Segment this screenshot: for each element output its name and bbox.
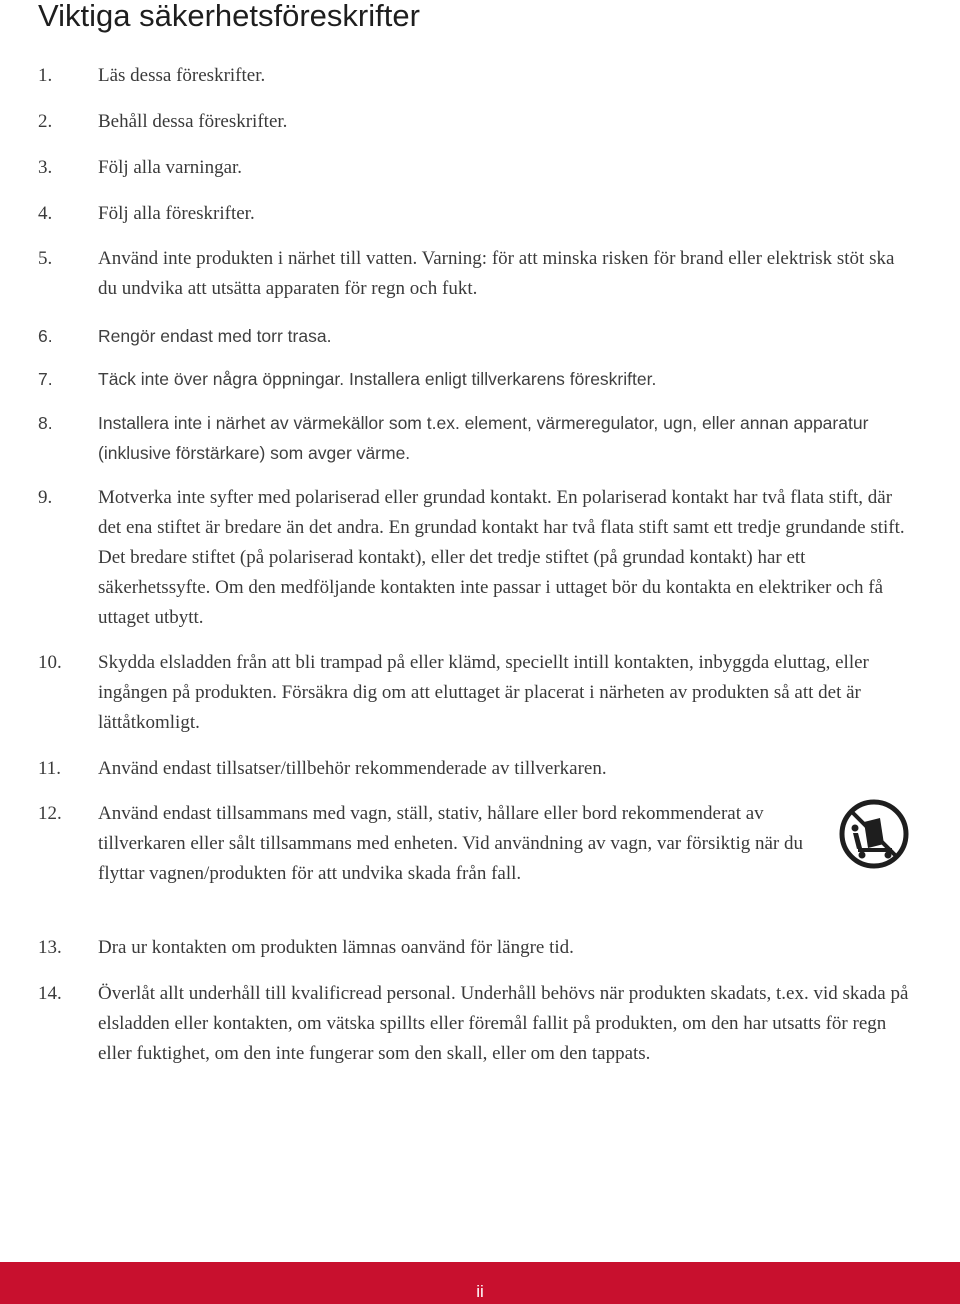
item-text: Följ alla varningar. (98, 157, 243, 178)
item-text: Motverka inte syfter med polariserad eller grundad kontakt. En polariserad kontakt har två flata stift, där det ena stiftet är bredare än det andra. En grundad kontakt har två flata stift samt ett tredje grundande stift. Det bredare stiftet (på polariserad kontakt), eller det tredje stiftet (på grundad kontakt) har ett säkerhetssyfte. Om den medföljande kontakten inte passar i uttaget bör du kontakta en elektriker och få uttaget utbytt. (98, 487, 905, 628)
list-item (38, 153, 918, 183)
cart-tip-over-warning-icon (838, 798, 910, 870)
item-text: Skydda elsladden från att bli trampad på eller klämd, speciellt intill kontakten, inbyggda eluttag, eller ingången på produkten. Försäkra dig om att eluttaget är placerat i närheten av produkten så att det är lättåtkomligt. (98, 652, 869, 733)
list-item (38, 107, 918, 137)
list-item (38, 244, 918, 304)
item-number: 14. (38, 983, 62, 1004)
item-number: 11. (38, 758, 62, 779)
item-text: Dra ur kontakten om produkten lämnas oanvänd för längre tid. (98, 937, 574, 958)
item-text: Läs dessa föreskrifter. (98, 65, 266, 86)
item-text: Behåll dessa föreskrifter. (98, 111, 288, 132)
item-number: 6. (38, 326, 53, 346)
item-number: 12. (38, 803, 62, 824)
page-number: ii (476, 1282, 484, 1301)
item-number: 1. (38, 65, 53, 86)
footer-bar (0, 1262, 960, 1304)
item-number: 5. (38, 248, 53, 269)
item-text: Rengör endast med torr trasa. (98, 326, 332, 346)
item-number: 4. (38, 203, 53, 224)
list-item (38, 799, 828, 889)
item-text: Använd endast tillsammans med vagn, ställ, stativ, hållare eller bord rekommenderat av tillverkaren eller sålt tillsammans med enheten. Vid användning av vagn, var försiktig när du flyttar vagnen/produkten för att undvika skada från fall. (98, 803, 804, 884)
list-item (38, 408, 918, 468)
list-item (38, 199, 918, 229)
page-title: Viktiga säkerhetsföreskrifter (38, 0, 420, 33)
item-text: Installera inte i närhet av värmekällor som t.ex. element, värmeregulator, ugn, eller annan apparatur (inklusive förstärkare) som avger värme. (98, 413, 869, 463)
list-item (38, 648, 918, 738)
item-number: 7. (38, 369, 53, 389)
list-item (38, 364, 918, 394)
item-text: Följ alla föreskrifter. (98, 203, 255, 224)
item-number: 13. (38, 937, 62, 958)
list-item (38, 321, 918, 351)
item-number: 2. (38, 111, 53, 132)
item-text: Överlåt allt underhåll till kvalificread personal. Underhåll behövs när produkten skadats, t.ex. vid skada på elsladden eller kontakten, om vätska spillts eller föremål fallit på produkten, om den har utsatts för regn eller fuktighet, om den inte fungerar som den skall, eller om den tappats. (98, 983, 909, 1064)
list-item (38, 979, 918, 1069)
item-text: Använd inte produkten i närhet till vatten. Varning: för att minska risken för brand eller elektrisk stöt ska du undvika att utsätta apparaten för regn och fukt. (98, 248, 895, 299)
list-item (38, 754, 918, 784)
item-number: 9. (38, 487, 53, 508)
item-number: 8. (38, 413, 53, 433)
item-number: 10. (38, 652, 62, 673)
list-item (38, 61, 918, 91)
item-text: Använd endast tillsatser/tillbehör rekommenderade av tillverkaren. (98, 758, 607, 779)
item-text: Täck inte över några öppningar. Installera enligt tillverkarens föreskrifter. (98, 369, 657, 389)
list-item (38, 483, 918, 633)
list-item (38, 933, 918, 963)
item-number: 3. (38, 157, 53, 178)
